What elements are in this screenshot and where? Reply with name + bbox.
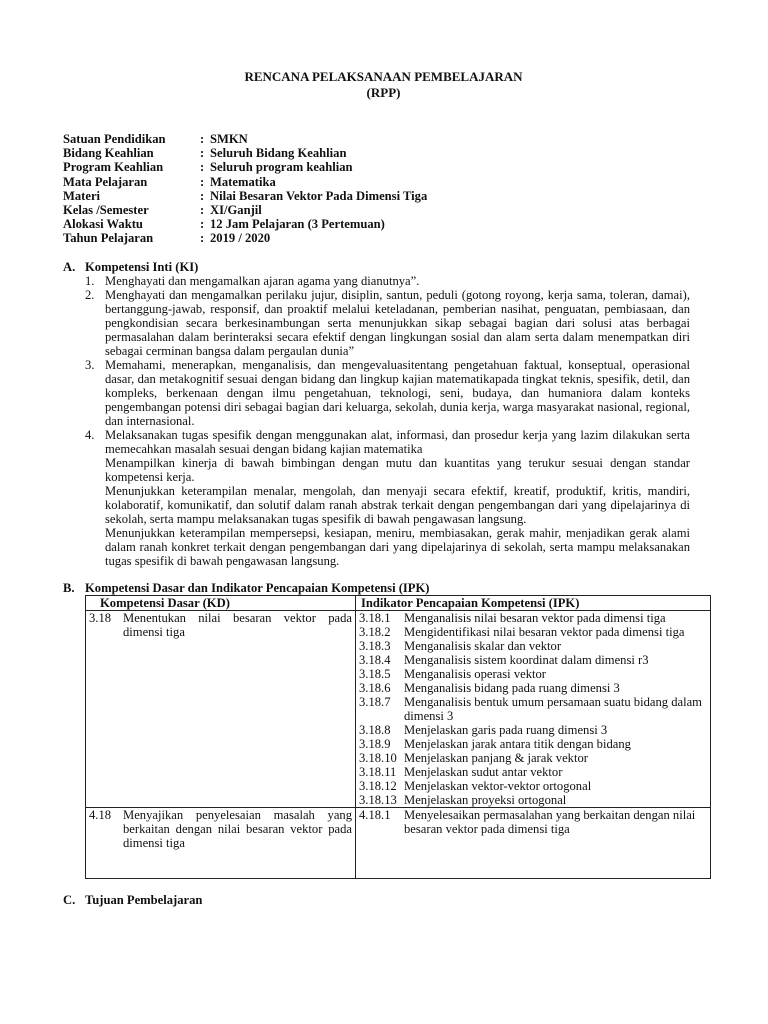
- meta-value: 12 Jam Pelajaran (3 Pertemuan): [210, 217, 385, 232]
- ipk-cell: 3.18.1 Menganalisis nilai besaran vektor pada dimensi tiga 3.18.2 Mengidentifikasi nilai besaran vektor pada dimensi tiga 3.18.3 Menganalisis skalar dan vektor 3.18.4 Menganalisis sistem koordinat dalam dimensi r3 3.18.5 Menganalisis operasi vektor 3.18.6 Menganalisis bidang pada ruang dimensi 3 3.18.7 Menganalisis bentuk umum persamaan suatu bidang dalam dimensi 3 3.18.8 Menjelaskan garis pada ruang dimensi 3 3.18.9 Menjelaskan jarak antara titik dengan bidang 3.18.10 Menjelaskan panjang & jarak vektor 3.18.11 Menjelaskan sudut antar vektor 3.18.12 Menjelaskan vektor-vektor ortogonal 3.18.13 Menjelaskan proyeksi ortogonal: [356, 610, 711, 807]
- ki-item: 4. Melaksanakan tugas spesifik dengan menggunakan alat, informasi, dan prosedur kerja yang lazim dilakukan serta memecahkan masalah sesuai dengan bidang kajian matematika Menampilkan kinerja di bawah bimbingan dengan mutu dan kuantitas yang terukur sesuai dengan standar kompetensi kerja. Menunjukkan keterampilan menalar, mengolah, dan menyaji secara efektif, kreatif, produktif, kritis, mandiri, kolaboratif, komunikatif, dan solutif dalam ranah abstrak terkait dengan pengembangan dari yang dipelajarinya di sekolah, serta mampu melaksanakan tugas spesifik di bawah pengawasan langsung. Menunjukkan keterampilan mempersepsi, kesiapan, meniru, membiasakan, gerak mahir, menjadikan gerak alami dalam ranah konkret terkait dengan pengembangan dari yang dipelajarinya di sekolah, serta mampu melaksanakan tugas spesifik di bawah pengawasan langsung.: [85, 427, 690, 568]
- ipk-cell: 4.18.1 Menyelesaikan permasalahan yang berkaitan dengan nilai besaran vektor pada dimensi tiga: [356, 807, 711, 878]
- meta-row: Tahun Pelajaran : 2019 / 2020: [63, 231, 271, 246]
- section-a-heading: A. Kompetensi Inti (KI): [63, 259, 199, 274]
- table-row: [86, 807, 711, 878]
- meta-value: Seluruh Bidang Keahlian: [210, 146, 347, 161]
- document-title: [77, 69, 690, 101]
- kd-cell: 3.18 Menentukan nilai besaran vektor pada dimensi tiga: [86, 610, 356, 807]
- ki-list: [85, 274, 690, 568]
- meta-value: 2019 / 2020: [210, 231, 271, 246]
- meta-row: Kelas /Semester : XI/Ganjil: [63, 203, 262, 218]
- kd-cell: 4.18 Menyajikan penyelesaian masalah yang berkaitan dengan nilai besaran vektor pada dimensi tiga: [86, 807, 356, 878]
- meta-row: Satuan Pendidikan : SMKN: [63, 132, 248, 146]
- ki-item: 1. Menghayati dan mengamalkan ajaran agama yang dianutnya”.: [85, 273, 420, 288]
- kd-column-header: Kompetensi Dasar (KD): [86, 595, 356, 610]
- ipk-column-header: Indikator Pencapaian Kompetensi (IPK): [356, 595, 711, 610]
- meta-row: Alokasi Waktu : 12 Jam Pelajaran (3 Pertemuan): [63, 217, 385, 232]
- section-b-heading: B. Kompetensi Dasar dan Indikator Pencapaian Kompetensi (IPK): [63, 580, 430, 595]
- meta-value: Seluruh program keahlian: [210, 160, 353, 175]
- table-row: [86, 610, 711, 807]
- kd-ipk-table: [85, 595, 711, 879]
- ki-item: 2. Menghayati dan mengamalkan perilaku jujur, disiplin, santun, peduli (gotong royong, kerja sama, toleran, damai), bertanggung-jawab, responsif, dan proaktif melalui keteladanan, pemberian nasihat, penguatan, pembiasaan, dan pengkondisian secara berkesinambungan serta menunjukkan sikap sebagai bagian dari solusi atas berbagai permasalahan dalam berinteraksi secara efektif dengan lingkungan sosial dan alam serta dalam menempatkan diri sebagai cerminan bangsa dalam pergaulan dunia”: [85, 287, 690, 358]
- meta-value: XI/Ganjil: [210, 203, 262, 218]
- title-line-1: RENCANA PELAKSANAAN PEMBELAJARAN: [244, 69, 523, 84]
- meta-row: Materi : Nilai Besaran Vektor Pada Dimensi Tiga: [63, 188, 428, 203]
- meta-value: Nilai Besaran Vektor Pada Dimensi Tiga: [210, 188, 428, 203]
- meta-row: Program Keahlian : Seluruh program keahlian: [63, 160, 353, 175]
- ki-item: 3. Memahami, menerapkan, menganalisis, dan mengevaluasitentang pengetahuan faktual, konseptual, operasional dasar, dan metakognitif sesuai dengan bidang dan lingkup kajian matematikapada tingkat teknis, spesifik, detil, dan kompleks, berkenaan dengan ilmu pengetahuan, teknologi, seni, budaya, dan humaniora dalam konteks pengembangan potensi diri sebagai bagian dari keluarga, sekolah, dunia kerja, warga masyarakat nasional, regional, dan internasional.: [85, 357, 690, 428]
- meta-row: Bidang Keahlian : Seluruh Bidang Keahlian: [63, 146, 347, 161]
- meta-row: Mata Pelajaran : Matematika: [63, 174, 276, 189]
- meta-value: Matematika: [210, 174, 276, 189]
- identity-block: [63, 132, 690, 246]
- section-c-heading: C. Tujuan Pembelajaran: [63, 892, 203, 907]
- title-line-2: (RPP): [366, 85, 401, 100]
- meta-value: SMKN: [210, 132, 248, 146]
